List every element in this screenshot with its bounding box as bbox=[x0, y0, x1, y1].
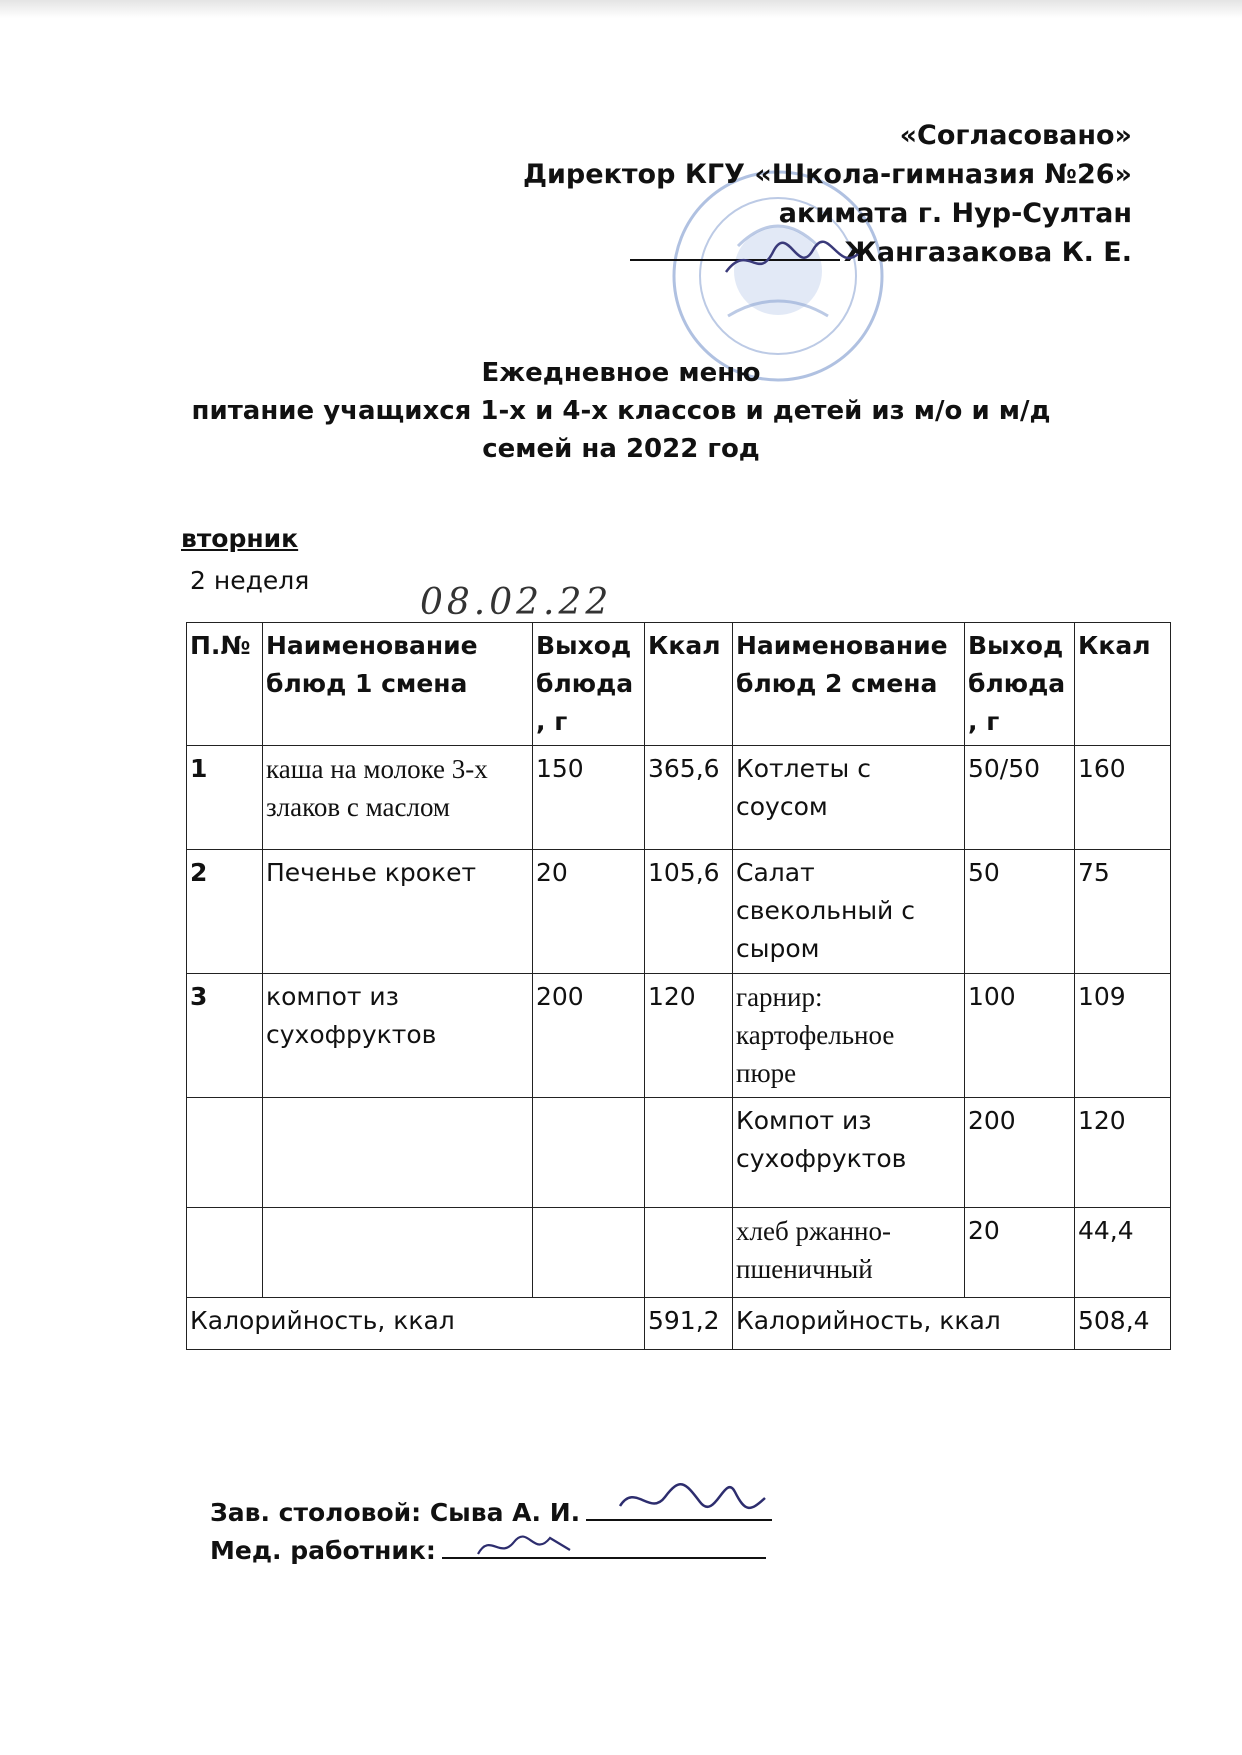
table-row bbox=[187, 746, 1171, 850]
cell-yield-2: 200 bbox=[965, 1098, 1075, 1208]
cell-yield-2: 50 bbox=[965, 850, 1075, 974]
cell-name-2: гарнир: картофельное пюре bbox=[733, 974, 965, 1098]
cell-kcal-1: 105,6 bbox=[645, 850, 733, 974]
cell-kcal-2: 160 bbox=[1075, 746, 1171, 850]
weekday-label: вторник bbox=[181, 524, 299, 553]
cell-name-2: Салат свекольный с сыром bbox=[733, 850, 965, 974]
total-kcal-2: 508,4 bbox=[1075, 1298, 1171, 1350]
canteen-signature-icon bbox=[610, 1462, 770, 1528]
cell-kcal-2: 120 bbox=[1075, 1098, 1171, 1208]
title-line-3: семей на 2022 год bbox=[482, 434, 760, 464]
table-row bbox=[187, 1208, 1171, 1298]
total-kcal-1: 591,2 bbox=[645, 1298, 733, 1350]
cell-kcal-1: 120 bbox=[645, 974, 733, 1098]
approval-akimat: акимата г. Нур-Султан bbox=[778, 198, 1132, 229]
header-kcal-1: Ккал bbox=[645, 623, 733, 746]
cell-num: 1 bbox=[187, 746, 263, 850]
cell-name-2: Котлеты с соусом bbox=[733, 746, 965, 850]
cell-num: 2 bbox=[187, 850, 263, 974]
approval-director: Директор КГУ «Школа-гимназия №26» bbox=[522, 159, 1132, 190]
cell-kcal-1: 365,6 bbox=[645, 746, 733, 850]
header-yield-2: Выход блюда, г bbox=[965, 623, 1075, 746]
header-kcal-2: Ккал bbox=[1075, 623, 1171, 746]
title-line-1: Ежедневное меню bbox=[481, 358, 761, 388]
cell-kcal-1 bbox=[645, 1098, 733, 1208]
total-label-2: Калорийность, ккал bbox=[733, 1298, 1075, 1350]
cell-kcal-2: 109 bbox=[1075, 974, 1171, 1098]
handwritten-date: 08.02.22 bbox=[420, 582, 613, 623]
cell-yield-1: 20 bbox=[533, 850, 645, 974]
table-row bbox=[187, 850, 1171, 974]
cell-name-2: хлеб ржанно-пшеничный bbox=[733, 1208, 965, 1298]
cell-name-1: компот из сухофруктов bbox=[263, 974, 533, 1098]
cell-kcal-2: 75 bbox=[1075, 850, 1171, 974]
header-name-1: Наименование блюд 1 смена bbox=[263, 623, 533, 746]
cell-num bbox=[187, 1208, 263, 1298]
cell-yield-1: 150 bbox=[533, 746, 645, 850]
cell-yield-1: 200 bbox=[533, 974, 645, 1098]
cell-kcal-2: 44,4 bbox=[1075, 1208, 1171, 1298]
table-total-row bbox=[187, 1298, 1171, 1350]
medic-signature-icon bbox=[470, 1520, 590, 1570]
medic-label: Мед. работник: bbox=[210, 1536, 436, 1565]
total-label-1: Калорийность, ккал bbox=[187, 1298, 645, 1350]
menu-table bbox=[186, 622, 1171, 1350]
week-label: 2 неделя bbox=[190, 566, 310, 595]
director-signature-icon bbox=[718, 232, 868, 292]
scan-edge bbox=[0, 0, 1242, 18]
cell-yield-2: 20 bbox=[965, 1208, 1075, 1298]
header-name-2: Наименование блюд 2 смена bbox=[733, 623, 965, 746]
approval-name: Жангазакова К. Е. bbox=[843, 237, 1132, 268]
cell-yield-2: 50/50 bbox=[965, 746, 1075, 850]
cell-yield-2: 100 bbox=[965, 974, 1075, 1098]
cell-yield-1 bbox=[533, 1208, 645, 1298]
cell-name-1 bbox=[263, 1098, 533, 1208]
approval-agreed: «Согласовано» bbox=[899, 120, 1132, 151]
table-row bbox=[187, 1098, 1171, 1208]
cell-kcal-1 bbox=[645, 1208, 733, 1298]
cell-num bbox=[187, 1098, 263, 1208]
cell-yield-1 bbox=[533, 1098, 645, 1208]
table-header-row bbox=[187, 623, 1171, 746]
table-row bbox=[187, 974, 1171, 1098]
cell-name-1 bbox=[263, 1208, 533, 1298]
header-yield-1: Выход блюда, г bbox=[533, 623, 645, 746]
title-line-2: питание учащихся 1-х и 4-х классов и детей из м/о и м/д bbox=[191, 396, 1051, 426]
cell-name-2: Компот из сухофруктов bbox=[733, 1098, 965, 1208]
cell-num: 3 bbox=[187, 974, 263, 1098]
document-title bbox=[0, 354, 1242, 468]
cell-name-1: каша на молоке 3-х злаков с маслом bbox=[263, 746, 533, 850]
canteen-label: Зав. столовой: Сыва А. И. bbox=[210, 1498, 581, 1527]
header-num: П.№ bbox=[187, 623, 263, 746]
cell-name-1: Печенье крокет bbox=[263, 850, 533, 974]
